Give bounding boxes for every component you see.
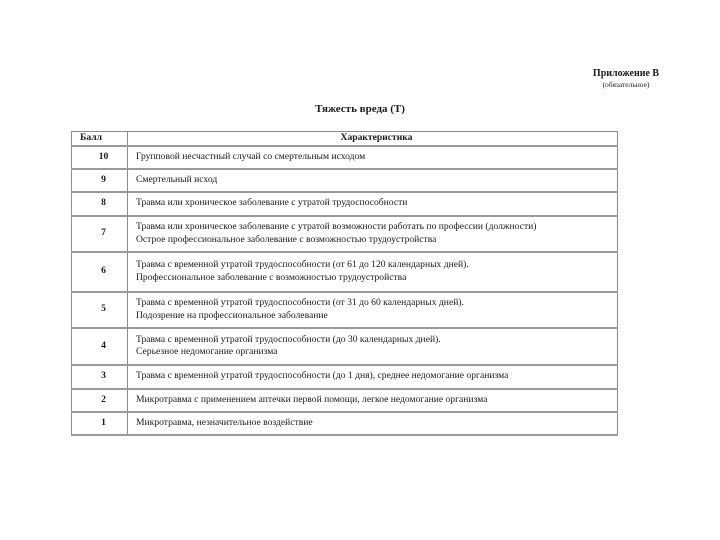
table-row <box>72 169 618 192</box>
description-cell <box>128 389 618 412</box>
description-cell <box>128 146 618 169</box>
table-row <box>72 192 618 216</box>
description-cell <box>128 412 618 435</box>
appendix-heading <box>560 68 692 90</box>
table-header-row <box>72 132 618 146</box>
appendix-title: Приложение В <box>592 68 660 79</box>
table-row <box>72 328 618 365</box>
description-line: Профессиональное заболевание с возможностью трудоустройства <box>136 271 407 283</box>
table-row <box>72 365 618 389</box>
description-line: Смертельный исход <box>136 173 218 185</box>
document-title: Тяжесть вреда (Т) <box>315 103 405 115</box>
score-cell: 8 <box>72 192 128 216</box>
score-cell: 10 <box>72 146 128 169</box>
table-row <box>72 292 618 328</box>
description-line: Подозрение на профессиональное заболевание <box>136 309 328 321</box>
column-header-description: Характеристика <box>128 132 618 146</box>
description-line: Травма или хроническое заболевание с утратой возможности работать по профессии (должности) <box>136 221 537 232</box>
table-row <box>72 146 618 169</box>
description-line: Микротравма, незначительное воздействие <box>136 416 313 428</box>
description-cell <box>128 216 618 252</box>
description-line: Острое профессиональное заболевание с возможностью трудоустройства <box>136 233 437 245</box>
severity-table <box>71 131 618 436</box>
table-row <box>72 252 618 292</box>
column-header-score: Балл <box>72 132 128 146</box>
score-cell: 5 <box>72 292 128 328</box>
score-cell: 2 <box>72 389 128 412</box>
description-line: Травма с временной утратой трудоспособности (до 30 календарных дней). <box>136 333 441 345</box>
description-cell <box>128 328 618 365</box>
table-row <box>72 389 618 412</box>
description-cell <box>128 252 618 292</box>
score-cell: 7 <box>72 216 128 252</box>
table-row <box>72 216 618 252</box>
description-line: Групповой несчастный случай со смертельным исходом <box>136 150 366 162</box>
description-line: Травма или хроническое заболевание с утратой трудоспособности <box>136 197 408 209</box>
description-line: Травма с временной утратой трудоспособности (от 61 до 120 календарных дней). <box>136 259 469 270</box>
description-line: Травма с временной утратой трудоспособности (от 31 до 60 календарных дней). <box>136 297 464 308</box>
score-cell: 3 <box>72 365 128 389</box>
score-cell: 6 <box>72 252 128 292</box>
description-cell <box>128 169 618 192</box>
description-cell <box>128 292 618 328</box>
description-line: Травма с временной утратой трудоспособности (до 1 дня), среднее недомогание организма <box>136 370 509 382</box>
table-row <box>72 412 618 435</box>
score-cell: 4 <box>72 328 128 365</box>
description-line: Микротравма с применением аптечки первой помощи, легкое недомогание организма <box>136 393 488 405</box>
appendix-subtitle: (обязательное) <box>602 80 650 89</box>
description-cell <box>128 192 618 216</box>
score-cell: 1 <box>72 412 128 435</box>
score-cell: 9 <box>72 169 128 192</box>
description-cell <box>128 365 618 389</box>
description-line: Серьезное недомогание организма <box>136 346 278 357</box>
